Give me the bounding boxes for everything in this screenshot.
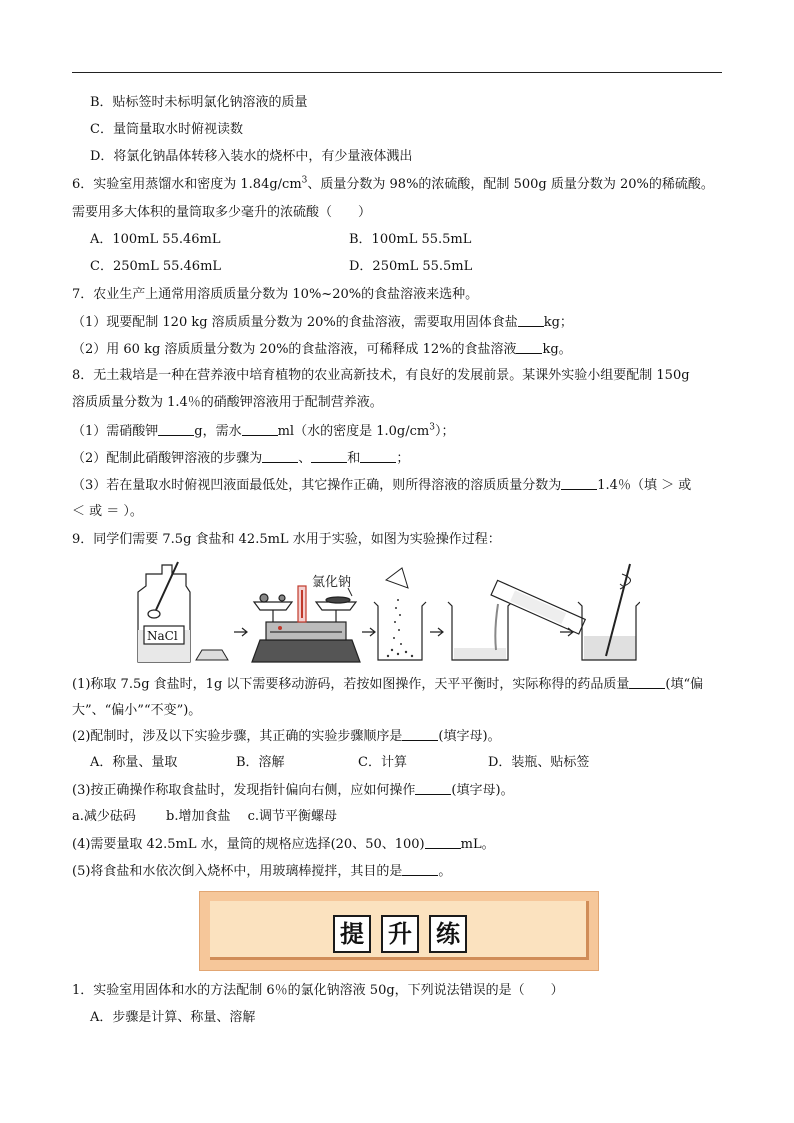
answer-blank (518, 313, 544, 327)
answer-blank (561, 476, 597, 490)
q9-step2-option-c: C．计算 (358, 755, 407, 770)
q6-option-c: C．250mL 55.46mL (90, 259, 222, 274)
arrow-icon (362, 628, 375, 636)
answer-blank (360, 449, 396, 463)
q9-step1-cont: 大”、“偏小”“不变”)。 (72, 703, 202, 718)
section-banner (199, 891, 599, 971)
q9-step2-option-d: D．装瓶、贴标签 (488, 755, 590, 770)
header-rule (72, 72, 722, 73)
t1-option-a: A．步骤是计算、称量、溶解 (90, 1010, 256, 1025)
q5-option-c: C．量筒量取水时俯视读数 (90, 122, 243, 137)
q7-part1: （1）现要配制 120 kg 溶质质量分数为 20%的食盐溶液，需要取用固体食盐 kg； (72, 315, 573, 330)
q8-part1: （1）需硝酸钾 g，需水 ml（水的密度是 $1.0g/cm^3$）； (72, 422, 455, 439)
q6-stem-line1: 6．实验室用蒸馏水和密度为 $1.84g/cm^3$、质量分数为 98%的浓硫酸，配制 500g 质量分数为 20%的稀硫酸。 (72, 175, 714, 192)
balance-scale (252, 586, 360, 662)
nacl-bottle-label: NaCl (147, 629, 178, 643)
answer-blank (242, 422, 278, 436)
t1-stem: 1．实验室用固体和水的方法配制 6％的氯化钠溶液 50g，下列说法错误的是（ ） (72, 983, 564, 998)
q6-option-d: D．250mL 55.5mL (349, 259, 473, 274)
q8-part3: （3）若在量取水时俯视凹液面最低处，其它操作正确，则所得溶液的溶质质量分数为 1.4％（填 ＞ 或 (72, 478, 692, 493)
q7-part2: （2）用 60 kg 溶质质量分数为 20%的食盐溶液，可稀释成 12%的食盐溶液 kg。 (72, 342, 572, 357)
arrow-icon (430, 628, 443, 636)
answer-blank (402, 862, 438, 876)
spoon-icon (148, 610, 160, 618)
reagent-bottle (138, 565, 190, 662)
q9-step2-option-a: A．称量、量取 (90, 755, 178, 770)
q7-stem: 7．农业生产上通常用溶质质量分数为 10%~20%的食盐溶液来选种。 (72, 287, 479, 302)
banner-char-1: 提 (333, 915, 371, 953)
q6-option-a: A．100mL 55.46mL (90, 232, 221, 247)
q9-step4: (4)需要量取 42.5mL 水，量筒的规格应选择(20、50、100) mL。 (72, 837, 495, 852)
q9-step2: (2)配制时，涉及以下实验步骤，其正确的实验步骤顺序是 (填字母)。 (72, 729, 501, 744)
q9-step3-options: a.减少砝码 b.增加食盐 c.调节平衡螺母 (72, 809, 338, 824)
answer-blank (415, 781, 451, 795)
q8-stem-line2: 溶质质量分数为 1.4％的硝酸钾溶液用于配制营养液。 (72, 395, 383, 410)
q6-stem-line2: 需要用多大体积的量筒取多少毫升的浓硫酸（ ） (72, 205, 372, 220)
answer-blank (158, 422, 194, 436)
answer-blank (402, 727, 438, 741)
q9-stem: 9．同学们需要 7.5g 食盐和 42.5mL 水用于实验，如图为实验操作过程： (72, 532, 501, 547)
beaker-stirring (578, 564, 640, 660)
experiment-procedure-figure (130, 560, 640, 670)
q8-part3-cont: ＜ 或 ＝ ）。 (72, 504, 143, 519)
q9-step1: (1)称取 7.5g 食盐时，1g 以下需要移动游码，若按如图操作，天平平衡时，实际称得的药品质量 (填“偏 (72, 677, 704, 692)
arrow-icon (234, 628, 247, 636)
q5-option-d: D．将氯化钠晶体转移入装水的烧杯中，有少量液体溅出 (90, 149, 413, 164)
salt-label: 氯化钠 (312, 575, 352, 590)
stopper-icon (196, 650, 228, 660)
beaker-pouring-water (448, 580, 585, 660)
answer-blank (629, 675, 665, 689)
beaker-with-salt (374, 568, 426, 660)
banner-inner (210, 901, 589, 960)
answer-blank (311, 449, 347, 463)
q8-part2: （2）配制此硝酸钾溶液的步骤为 、 和 ； (72, 451, 410, 466)
banner-char-2: 升 (381, 915, 419, 953)
q5-option-b: B．贴标签时未标明氯化钠溶液的质量 (90, 95, 308, 110)
banner-char-3: 练 (429, 915, 467, 953)
q9-step5: (5)将食盐和水依次倒入烧杯中，用玻璃棒搅拌，其目的是 。 (72, 864, 452, 879)
answer-blank (425, 835, 461, 849)
q9-step3: (3)按正确操作称取食盐时，发现指针偏向右侧，应如何操作 (填字母)。 (72, 783, 514, 798)
q9-step2-option-b: B．溶解 (236, 755, 285, 770)
q6-option-b: B．100mL 55.5mL (349, 232, 472, 247)
q8-stem-line1: 8．无土栽培是一种在营养液中培育植物的农业高新技术，有良好的发展前景。某课外实验小组要配制 150g (72, 368, 690, 383)
answer-blank (262, 449, 298, 463)
answer-blank (516, 340, 542, 354)
